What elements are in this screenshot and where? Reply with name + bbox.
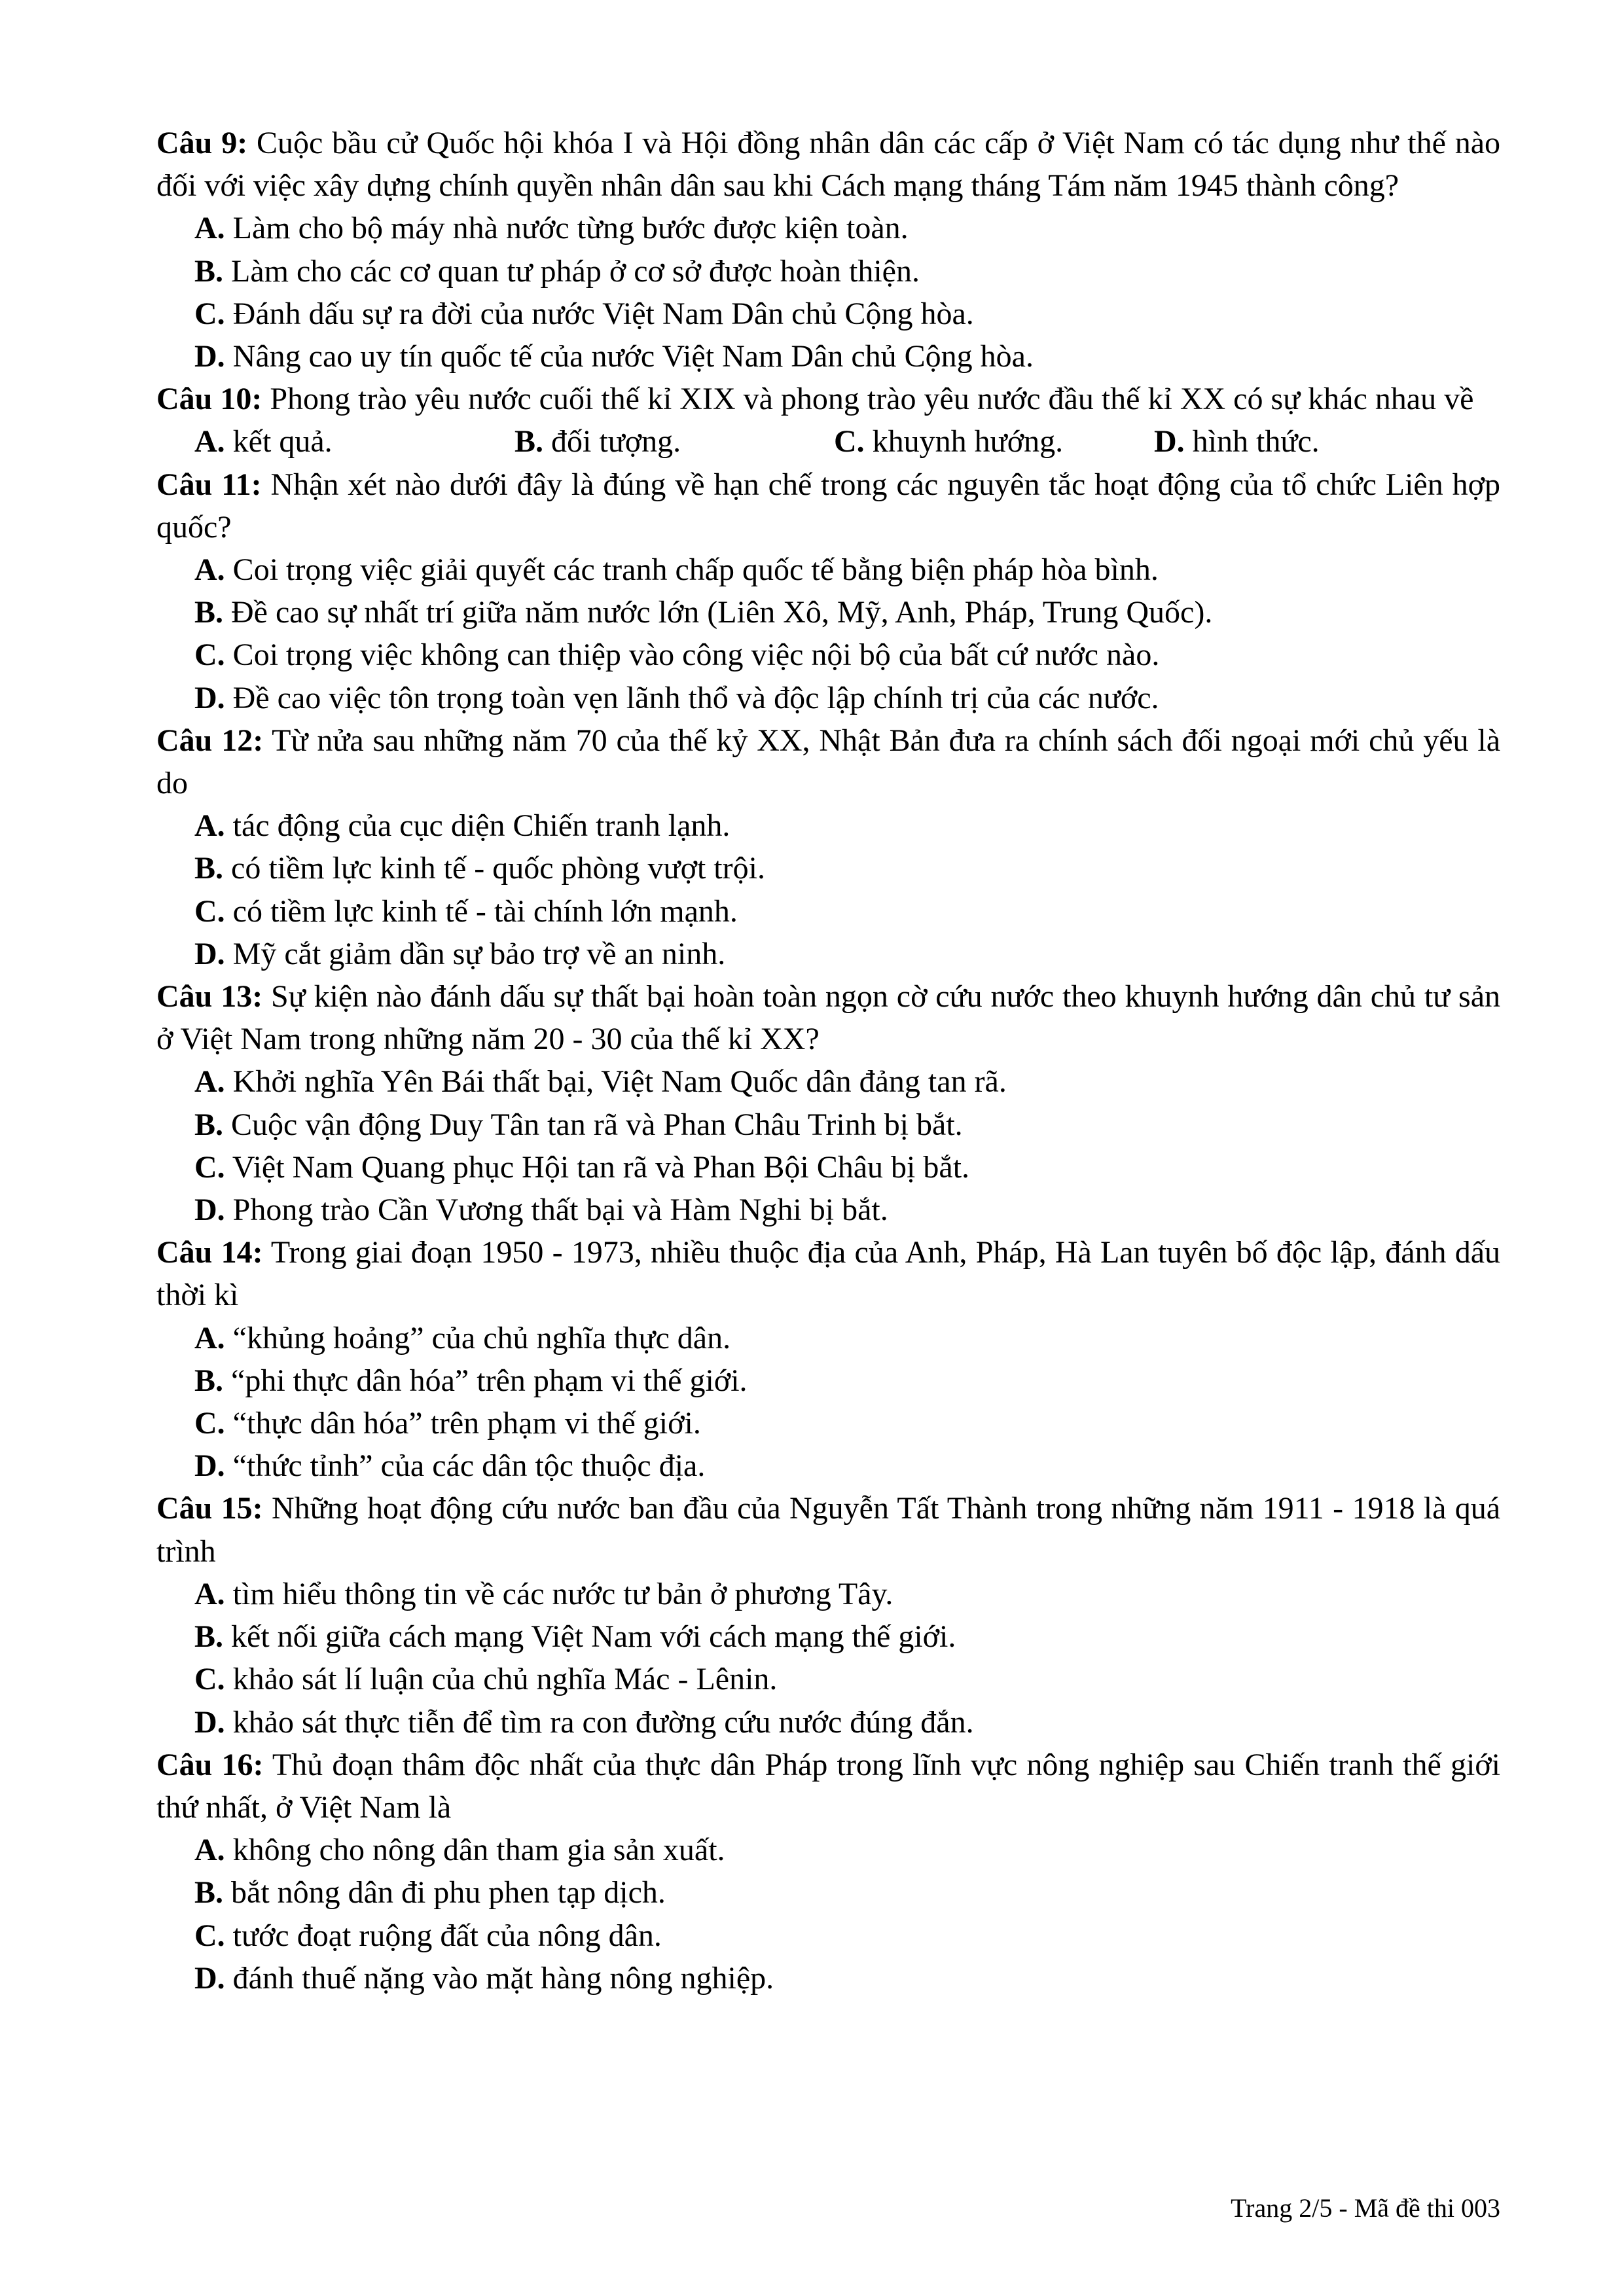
option-letter: A. (194, 424, 225, 459)
question-block (156, 1487, 1500, 1743)
option-letter: A. (194, 1320, 225, 1355)
answer-option (514, 420, 681, 463)
option-letter: C. (194, 1662, 225, 1697)
exam-page (156, 122, 1500, 2000)
option-letter: C. (194, 637, 225, 673)
answer-option (156, 1871, 1500, 1914)
option-letter: C. (194, 296, 225, 331)
question-number: Câu 16: (156, 1747, 264, 1782)
option-text: Cuộc vận động Duy Tân tan rã và Phan Châu Trinh bị bắt. (231, 1107, 963, 1142)
option-text: bắt nông dân đi phu phen tạp dịch. (231, 1875, 666, 1910)
answer-option (156, 677, 1500, 719)
answer-option (156, 1103, 1500, 1146)
question-block (156, 378, 1500, 463)
question-block (156, 122, 1500, 378)
question-stem (156, 1744, 1500, 1829)
answer-option (156, 847, 1500, 889)
option-letter: B. (514, 424, 544, 459)
option-text: “thực dân hóa” trên phạm vi thế giới. (232, 1406, 701, 1441)
answer-option (156, 1701, 1500, 1744)
page-footer: Trang 2/5 - Mã đề thi 003 (1231, 2193, 1500, 2223)
option-text: tìm hiểu thông tin về các nước tư bản ở phương Tây. (232, 1576, 893, 1611)
answer-option (156, 335, 1500, 378)
option-letter: D. (194, 339, 225, 374)
answer-option (156, 1658, 1500, 1700)
answer-option (156, 1957, 1500, 2000)
options-row (156, 420, 1500, 463)
answer-option (156, 1444, 1500, 1487)
option-letter: B. (194, 253, 224, 289)
answer-option (834, 420, 1063, 463)
answer-option (156, 293, 1500, 335)
answer-option (156, 1402, 1500, 1444)
option-letter: D. (1154, 424, 1185, 459)
question-stem (156, 122, 1500, 207)
question-block (156, 1744, 1500, 2000)
option-letter: C. (194, 1918, 225, 1953)
answer-option (156, 548, 1500, 591)
answer-option (156, 1615, 1500, 1658)
option-letter: A. (194, 211, 225, 246)
option-letter: B. (194, 1107, 224, 1142)
answer-option (156, 250, 1500, 293)
question-stem (156, 378, 1500, 420)
answer-option (156, 890, 1500, 933)
option-text: Việt Nam Quang phục Hội tan rã và Phan Bội Châu bị bắt. (232, 1149, 970, 1185)
option-text: kết quả. (232, 424, 333, 459)
option-text: tước đoạt ruộng đất của nông dân. (232, 1918, 662, 1953)
option-text: “thức tỉnh” của các dân tộc thuộc địa. (232, 1448, 706, 1484)
answer-option (156, 1146, 1500, 1189)
question-text: Phong trào yêu nước cuối thế kỉ XIX và phong trào yêu nước đầu thế kỉ XX có sự khác nhau về (270, 382, 1474, 417)
option-text: hình thức. (1192, 424, 1320, 459)
answer-option (156, 634, 1500, 676)
question-text: Trong giai đoạn 1950 - 1973, nhiều thuộc địa của Anh, Pháp, Hà Lan tuyên bố độc lập, đánh dấu thời kì (156, 1235, 1501, 1313)
option-letter: D. (194, 1193, 225, 1228)
option-text: khảo sát lí luận của chủ nghĩa Mác - Lênin. (232, 1662, 778, 1697)
question-text: Sự kiện nào đánh dấu sự thất bại hoàn toàn ngọn cờ cứu nước theo khuynh hướng dân chủ tư sản ở Việt Nam trong những năm 20 - 30 của thế kỉ XX? (156, 979, 1501, 1057)
option-letter: A. (194, 1064, 225, 1100)
option-text: kết nối giữa cách mạng Việt Nam với cách mạng thế giới. (231, 1619, 956, 1655)
option-text: Đánh dấu sự ra đời của nước Việt Nam Dân chủ Cộng hòa. (232, 296, 974, 331)
question-stem (156, 1231, 1500, 1316)
option-letter: B. (194, 595, 224, 630)
option-text: có tiềm lực kinh tế - tài chính lớn mạnh. (232, 893, 738, 929)
question-number: Câu 10: (156, 382, 262, 417)
question-stem (156, 975, 1500, 1060)
question-number: Câu 12: (156, 723, 264, 758)
question-number: Câu 11: (156, 467, 262, 502)
option-letter: D. (194, 1448, 225, 1484)
option-text: đánh thuế nặng vào mặt hàng nông nghiệp. (232, 1960, 774, 1996)
question-block (156, 975, 1500, 1231)
option-letter: D. (194, 936, 225, 971)
answer-option (156, 1060, 1500, 1103)
option-letter: C. (194, 1149, 225, 1185)
option-letter: A. (194, 552, 225, 588)
answer-option (156, 1189, 1500, 1231)
option-letter: C. (834, 424, 865, 459)
question-number: Câu 15: (156, 1491, 263, 1526)
option-text: không cho nông dân tham gia sản xuất. (232, 1833, 725, 1868)
question-block (156, 719, 1500, 975)
answer-option (156, 1914, 1500, 1957)
option-letter: A. (194, 808, 225, 844)
option-text: “khủng hoảng” của chủ nghĩa thực dân. (232, 1320, 731, 1355)
option-letter: D. (194, 680, 225, 715)
option-text: có tiềm lực kinh tế - quốc phòng vượt trội. (231, 851, 765, 886)
option-letter: B. (194, 851, 224, 886)
answer-option (156, 1359, 1500, 1402)
question-text: Cuộc bầu cử Quốc hội khóa I và Hội đồng nhân dân các cấp ở Việt Nam có tác dụng như thế nào đối với việc xây dựng chính quyền nhân dân sau khi Cách mạng tháng Tám năm 1945 thành công? (156, 126, 1501, 204)
answer-option (156, 591, 1500, 634)
option-text: Coi trọng việc không can thiệp vào công việc nội bộ của bất cứ nước nào. (232, 637, 1160, 673)
option-text: Coi trọng việc giải quyết các tranh chấp quốc tế bằng biện pháp hòa bình. (232, 552, 1159, 588)
question-number: Câu 13: (156, 979, 263, 1014)
option-text: Mỹ cắt giảm dần sự bảo trợ về an ninh. (232, 936, 726, 971)
question-block (156, 463, 1500, 719)
question-stem (156, 1487, 1500, 1572)
option-letter: A. (194, 1833, 225, 1868)
question-block (156, 1231, 1500, 1487)
option-text: Đề cao sự nhất trí giữa năm nước lớn (Liên Xô, Mỹ, Anh, Pháp, Trung Quốc). (231, 595, 1213, 630)
answer-option (194, 420, 333, 463)
option-letter: D. (194, 1960, 225, 1996)
question-number: Câu 14: (156, 1235, 263, 1270)
option-letter: C. (194, 1406, 225, 1441)
answer-option (156, 1317, 1500, 1359)
answer-option (156, 1573, 1500, 1615)
question-text: Từ nửa sau những năm 70 của thế kỷ XX, Nhật Bản đưa ra chính sách đối ngoại mới chủ yếu là do (156, 723, 1500, 801)
question-stem (156, 463, 1500, 548)
option-text: tác động của cục diện Chiến tranh lạnh. (232, 808, 731, 844)
option-text: Đề cao việc tôn trọng toàn vẹn lãnh thổ và độc lập chính trị của các nước. (232, 680, 1159, 715)
answer-option (1154, 420, 1320, 463)
option-text: đối tượng. (551, 424, 681, 459)
option-text: Nâng cao uy tín quốc tế của nước Việt Nam Dân chủ Cộng hòa. (232, 339, 1034, 374)
answer-option (156, 933, 1500, 975)
option-letter: B. (194, 1363, 224, 1398)
answer-option (156, 804, 1500, 847)
answer-option (156, 1829, 1500, 1871)
option-text: Làm cho các cơ quan tư pháp ở cơ sở được hoàn thiện. (231, 253, 920, 289)
question-text: Thủ đoạn thâm độc nhất của thực dân Pháp trong lĩnh vực nông nghiệp sau Chiến tranh thế giới thứ nhất, ở Việt Nam là (156, 1747, 1501, 1825)
question-stem (156, 719, 1500, 804)
option-text: Phong trào Cần Vương thất bại và Hàm Nghi bị bắt. (232, 1193, 888, 1228)
question-number: Câu 9: (156, 126, 248, 160)
question-text: Những hoạt động cứu nước ban đầu của Nguyễn Tất Thành trong những năm 1911 - 1918 là quá trình (156, 1491, 1501, 1569)
option-letter: C. (194, 893, 225, 929)
option-text: “phi thực dân hóa” trên phạm vi thế giới. (231, 1363, 748, 1398)
option-text: khảo sát thực tiễn để tìm ra con đường cứu nước đúng đắn. (232, 1704, 974, 1740)
option-text: khuynh hướng. (872, 424, 1064, 459)
question-text: Nhận xét nào dưới đây là đúng về hạn chế trong các nguyên tắc hoạt động của tổ chức Liên hợp quốc? (156, 467, 1501, 545)
answer-option (156, 207, 1500, 249)
option-letter: B. (194, 1619, 224, 1655)
option-letter: A. (194, 1576, 225, 1611)
option-letter: B. (194, 1875, 224, 1910)
option-text: Khởi nghĩa Yên Bái thất bại, Việt Nam Quốc dân đảng tan rã. (232, 1064, 1007, 1100)
option-text: Làm cho bộ máy nhà nước từng bước được kiện toàn. (232, 211, 909, 246)
option-letter: D. (194, 1704, 225, 1740)
